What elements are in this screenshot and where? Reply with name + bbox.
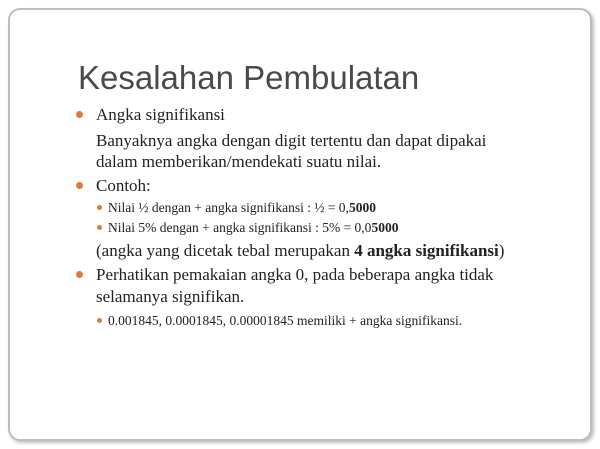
sub-bullet-text: Nilai 5% dengan + angka signifikansi : 5% = 0,0 bbox=[108, 220, 372, 235]
note-bold: 4 angka signifikansi bbox=[354, 241, 499, 260]
bullet-item bbox=[74, 104, 594, 126]
sub-bullet-item bbox=[74, 218, 594, 237]
sub-bullet-text: 0.001845, 0.0001845, 0.00001845 memiliki + angka signifikansi. bbox=[108, 313, 463, 328]
sub-bullet-item bbox=[74, 198, 594, 217]
bullet-item bbox=[74, 175, 594, 197]
bullet-paragraph bbox=[74, 130, 594, 172]
bold-digits: 5000 bbox=[371, 220, 399, 235]
sub-bullet-text: Nilai ½ dengan + angka signifikansi : ½ = 0, bbox=[108, 200, 349, 215]
bullet-dot-icon bbox=[76, 111, 83, 118]
note-text: (angka yang dicetak tebal merupakan bbox=[96, 241, 355, 260]
slide-frame bbox=[8, 8, 592, 441]
bullet-text: Contoh: bbox=[96, 176, 151, 195]
paragraph-line: Banyaknya angka dengan digit tertentu dan dapat dipakai bbox=[96, 131, 487, 150]
slide-title: Kesalahan Pembulatan bbox=[78, 59, 420, 96]
sub-bullet-dot-icon bbox=[97, 318, 102, 323]
sub-bullet-dot-icon bbox=[97, 205, 102, 210]
bullet-text: Perhatikan pemakaian angka 0, pada beberapa angka tidak bbox=[96, 265, 494, 284]
note-line bbox=[74, 240, 594, 261]
note-suffix: ) bbox=[498, 241, 505, 260]
bullet-continuation: selamanya signifikan. bbox=[96, 287, 245, 306]
paragraph-line: dalam memberikan/mendekati suatu nilai. bbox=[96, 152, 382, 171]
sub-bullet-dot-icon bbox=[97, 225, 102, 230]
bullet-item bbox=[74, 264, 594, 286]
sub-bullet-item bbox=[74, 311, 594, 330]
slide-content bbox=[74, 102, 594, 330]
bullet-text: Angka signifikansi bbox=[96, 105, 225, 124]
bullet-dot-icon bbox=[76, 271, 83, 278]
bullet-dot-icon bbox=[76, 182, 83, 189]
bold-digits: 5000 bbox=[348, 200, 376, 215]
